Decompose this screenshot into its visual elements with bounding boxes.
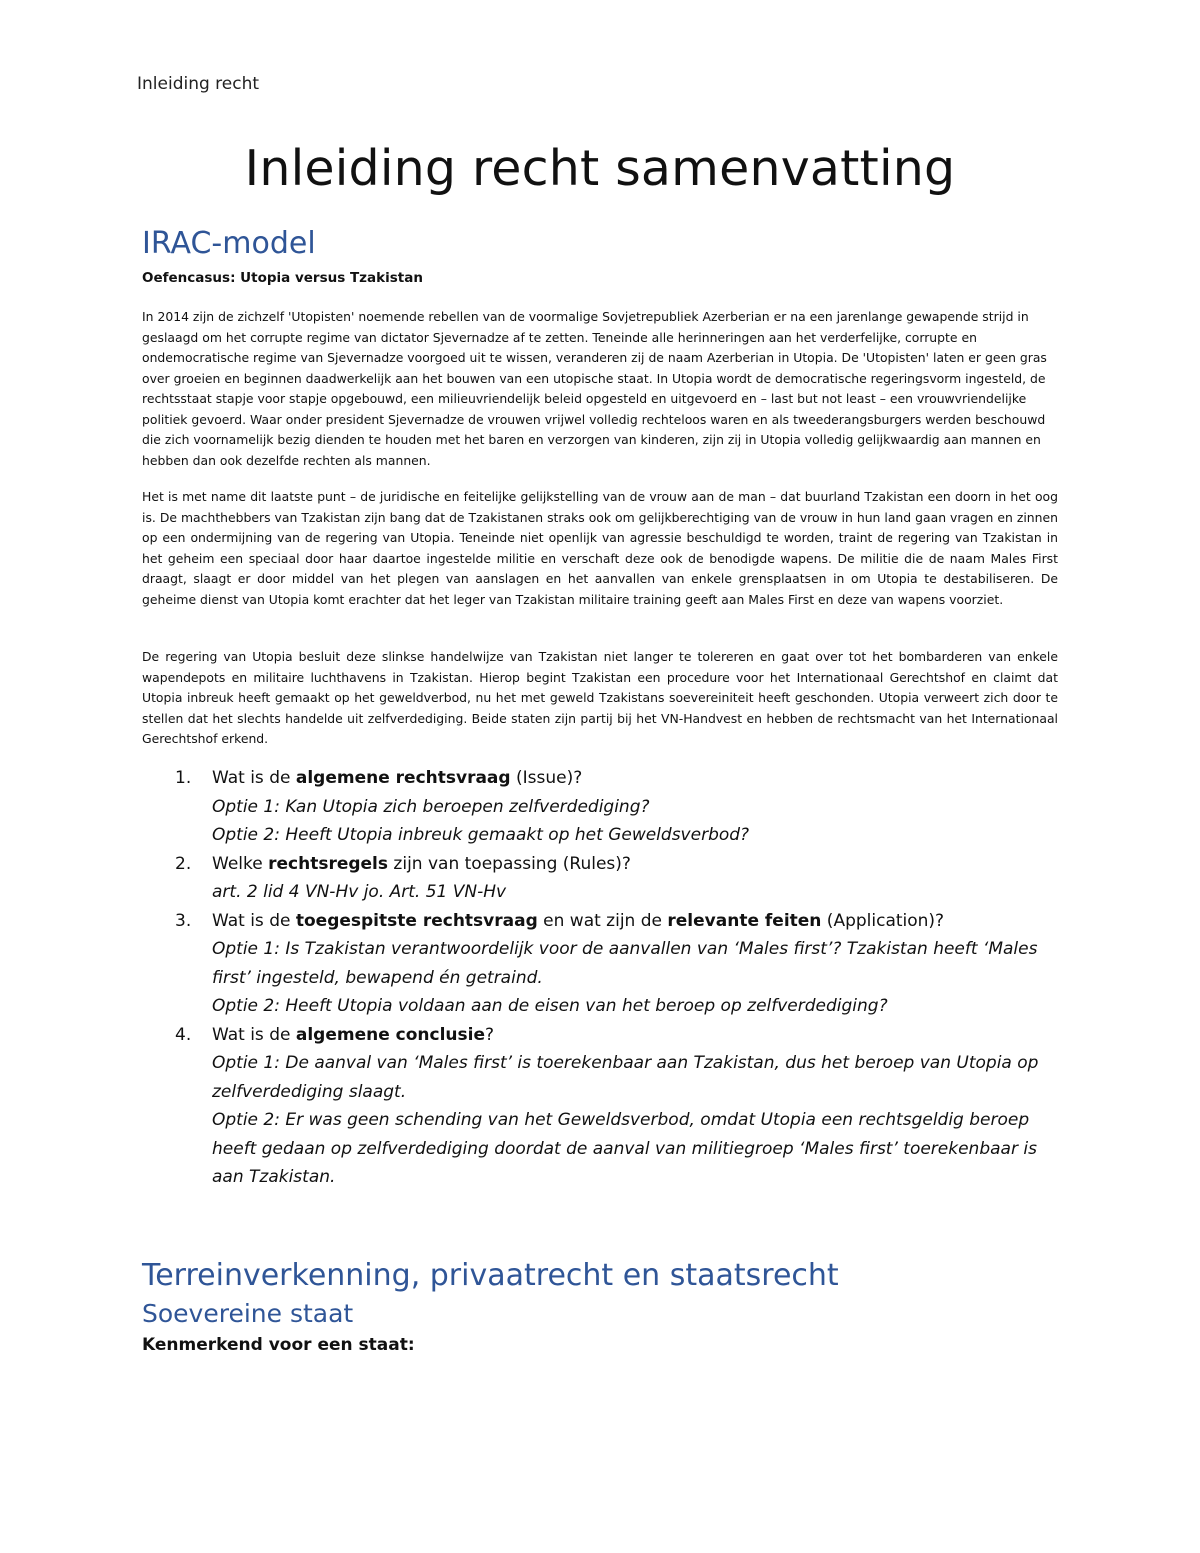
case-paragraph-2: Het is met name dit laatste punt – de juridische en feitelijke gelijkstelling van de vrouw aan de man – dat buurland Tzakistan een doorn in het oog is. De machthebbers van Tzakistan zijn bang dat de Tzakistanen straks ook om gelijkberechtiging van de vrouw in hun land gaan vragen en zinnen op een ondermijning van de regering van Utopia. Teneinde niet openlijk van agressie beschuldigd te worden, traint de regering van Tzakistan in het geheim een speciaal door haar daartoe ingestelde militie en verschaft deze ook de benodigde wapens. De militie die de naam Males First draagt, slaagt er door middel van het plegen van aanslagen en het aanvallen van enkele grensplaatsen in om Utopia te destabiliseren. De geheime dienst van Utopia komt erachter dat het leger van Tzakistan militaire training geeft aan Males First en deze van wapens voorziet. — [142, 489, 1058, 607]
option-text: Optie 2: Heeft Utopia voldaan aan de eisen van het beroep op zelfverdediging? — [212, 996, 888, 1016]
kenmerkend-label: Kenmerkend voor een staat: — [142, 1335, 415, 1355]
document-title: Inleiding recht samenvatting — [244, 140, 956, 197]
list-number: 3. — [175, 910, 192, 931]
option-text: Optie 1: Kan Utopia zich beroepen zelfverdediging? — [212, 796, 650, 817]
option-text: Optie 1: Is Tzakistan verantwoordelijk voor de aanvallen van ‘Males first’? Tzakistan heeft ‘Males first’ ingesteld, bewapend én getraind. — [212, 939, 1038, 988]
case-subtitle: Oefencasus: Utopia versus Tzakistan — [142, 270, 423, 286]
subsection-heading-soevereine-staat: Soevereine staat — [142, 1299, 354, 1328]
option-text: Optie 2: Heeft Utopia inbreuk gemaakt op het Geweldsverbod? — [212, 825, 750, 845]
option-text: Optie 2: Er was geen schending van het Geweldsverbod, omdat Utopia een rechtsgeldig beroep heeft gedaan op zelfverdediging doordat de aanval van militiegroep ‘Males first’ toerekenbaar is aan Tzakistan. — [212, 1110, 1037, 1187]
list-item: 2. Welke rechtsregels zijn van toepassing (Rules)? art. 2 lid 4 VN-Hv jo. Art. 51 VN-Hv — [142, 850, 1072, 907]
case-paragraph-1: In 2014 zijn de zichzelf 'Utopisten' noemende rebellen van de voormalige Sovjetrepubliek Azerberian er na een jarenlange gewapende strijd in geslaagd om het corrupte regime van dictator Sjevernadze af te zetten. Teneinde alle herinneringen aan het verderfelijke, corrupte en ondemocratische regime van Sjevernadze voorgoed uit te wissen, veranderen zij de naam Azerberian in Utopia. De 'Utopisten' laten er geen gras over groeien en beginnen daadwerkelijk aan het bouwen van een utopische staat. In Utopia wordt de democratische regeringsvorm ingesteld, de rechtsstaat stapje voor stapje opgebouwd, een milieuvriendelijk beleid opgesteld en uitgevoerd en – last but not least – een vrouwvriendelijke politiek gevoerd. Waar onder president Sjevernadze de vrouwen vrijwel volledig rechteloos waren en als tweederangsburgers werden beschouwd die zich voornamelijk bezig dienden te houden met het baren en verzorgen van kinderen, zijn zij in Utopia volledig gelijkwaardig aan mannen en hebben dan ook dezelfde rechten als mannen. — [142, 309, 1047, 468]
list-number: 1. — [175, 768, 192, 788]
list-item: 1. Wat is de algemene rechtsvraag (Issue)? Optie 1: Kan Utopia zich beroepen zelfverdediging? Optie 2: Heeft Utopia inbreuk gemaakt op het Geweldsverbod? — [142, 764, 1072, 850]
section-heading-irac: IRAC-model — [142, 226, 316, 261]
option-text: art. 2 lid 4 VN-Hv jo. Art. 51 VN-Hv — [212, 882, 507, 902]
list-number: 4. — [175, 1024, 192, 1045]
list-item: 4. Wat is de algemene conclusie? Optie 1: De aanval van ‘Males first’ is toerekenbaar aan Tzakistan, dus het beroep van Utopia op zelfverdediging slaagt. Optie 2: Er was geen schending van het Geweldsverbod, omdat Utopia een rechtsgeldig beroep heeft gedaan op zelfverdediging doordat de aanval van militiegroep ‘Males first’ toerekenbaar is aan Tzakistan. — [142, 1021, 1072, 1192]
running-header: Inleiding recht — [137, 74, 260, 94]
irac-question-list — [142, 764, 1072, 1192]
section-heading-terreinverkenning: Terreinverkenning, privaatrecht en staatsrecht — [142, 1258, 839, 1293]
case-paragraph-3: De regering van Utopia besluit deze slinkse handelwijze van Tzakistan niet langer te tolereren en gaat over tot het bombarderen van enkele wapendepots en militaire luchthavens in Tzakistan. Hierop begint Tzakistan een procedure voor het Internationaal Gerechtshof en claimt dat Utopia inbreuk heeft gemaakt op het geweldverbod, nu het met geweld Tzakistans soevereiniteit heeft geschonden. Utopia verweert zich door te stellen dat het slechts handelde uit zelfverdediging. Beide staten zijn partij bij het VN-Handvest en hebben de rechtsmacht van het Internationaal Gerechtshof erkend. — [142, 649, 1058, 746]
list-item: 3. Wat is de toegespitste rechtsvraag en wat zijn de relevante feiten (Application)? Optie 1: Is Tzakistan verantwoordelijk voor de aanvallen van ‘Males first’? Tzakistan heeft ‘Males first’ ingesteld, bewapend én getraind. Optie 2: Heeft Utopia voldaan aan de eisen van het beroep op zelfverdediging? — [142, 907, 1072, 1021]
list-number: 2. — [175, 853, 192, 874]
option-text: Optie 1: De aanval van ‘Males first’ is toerekenbaar aan Tzakistan, dus het beroep van Utopia op zelfverdediging slaagt. — [212, 1053, 1039, 1102]
